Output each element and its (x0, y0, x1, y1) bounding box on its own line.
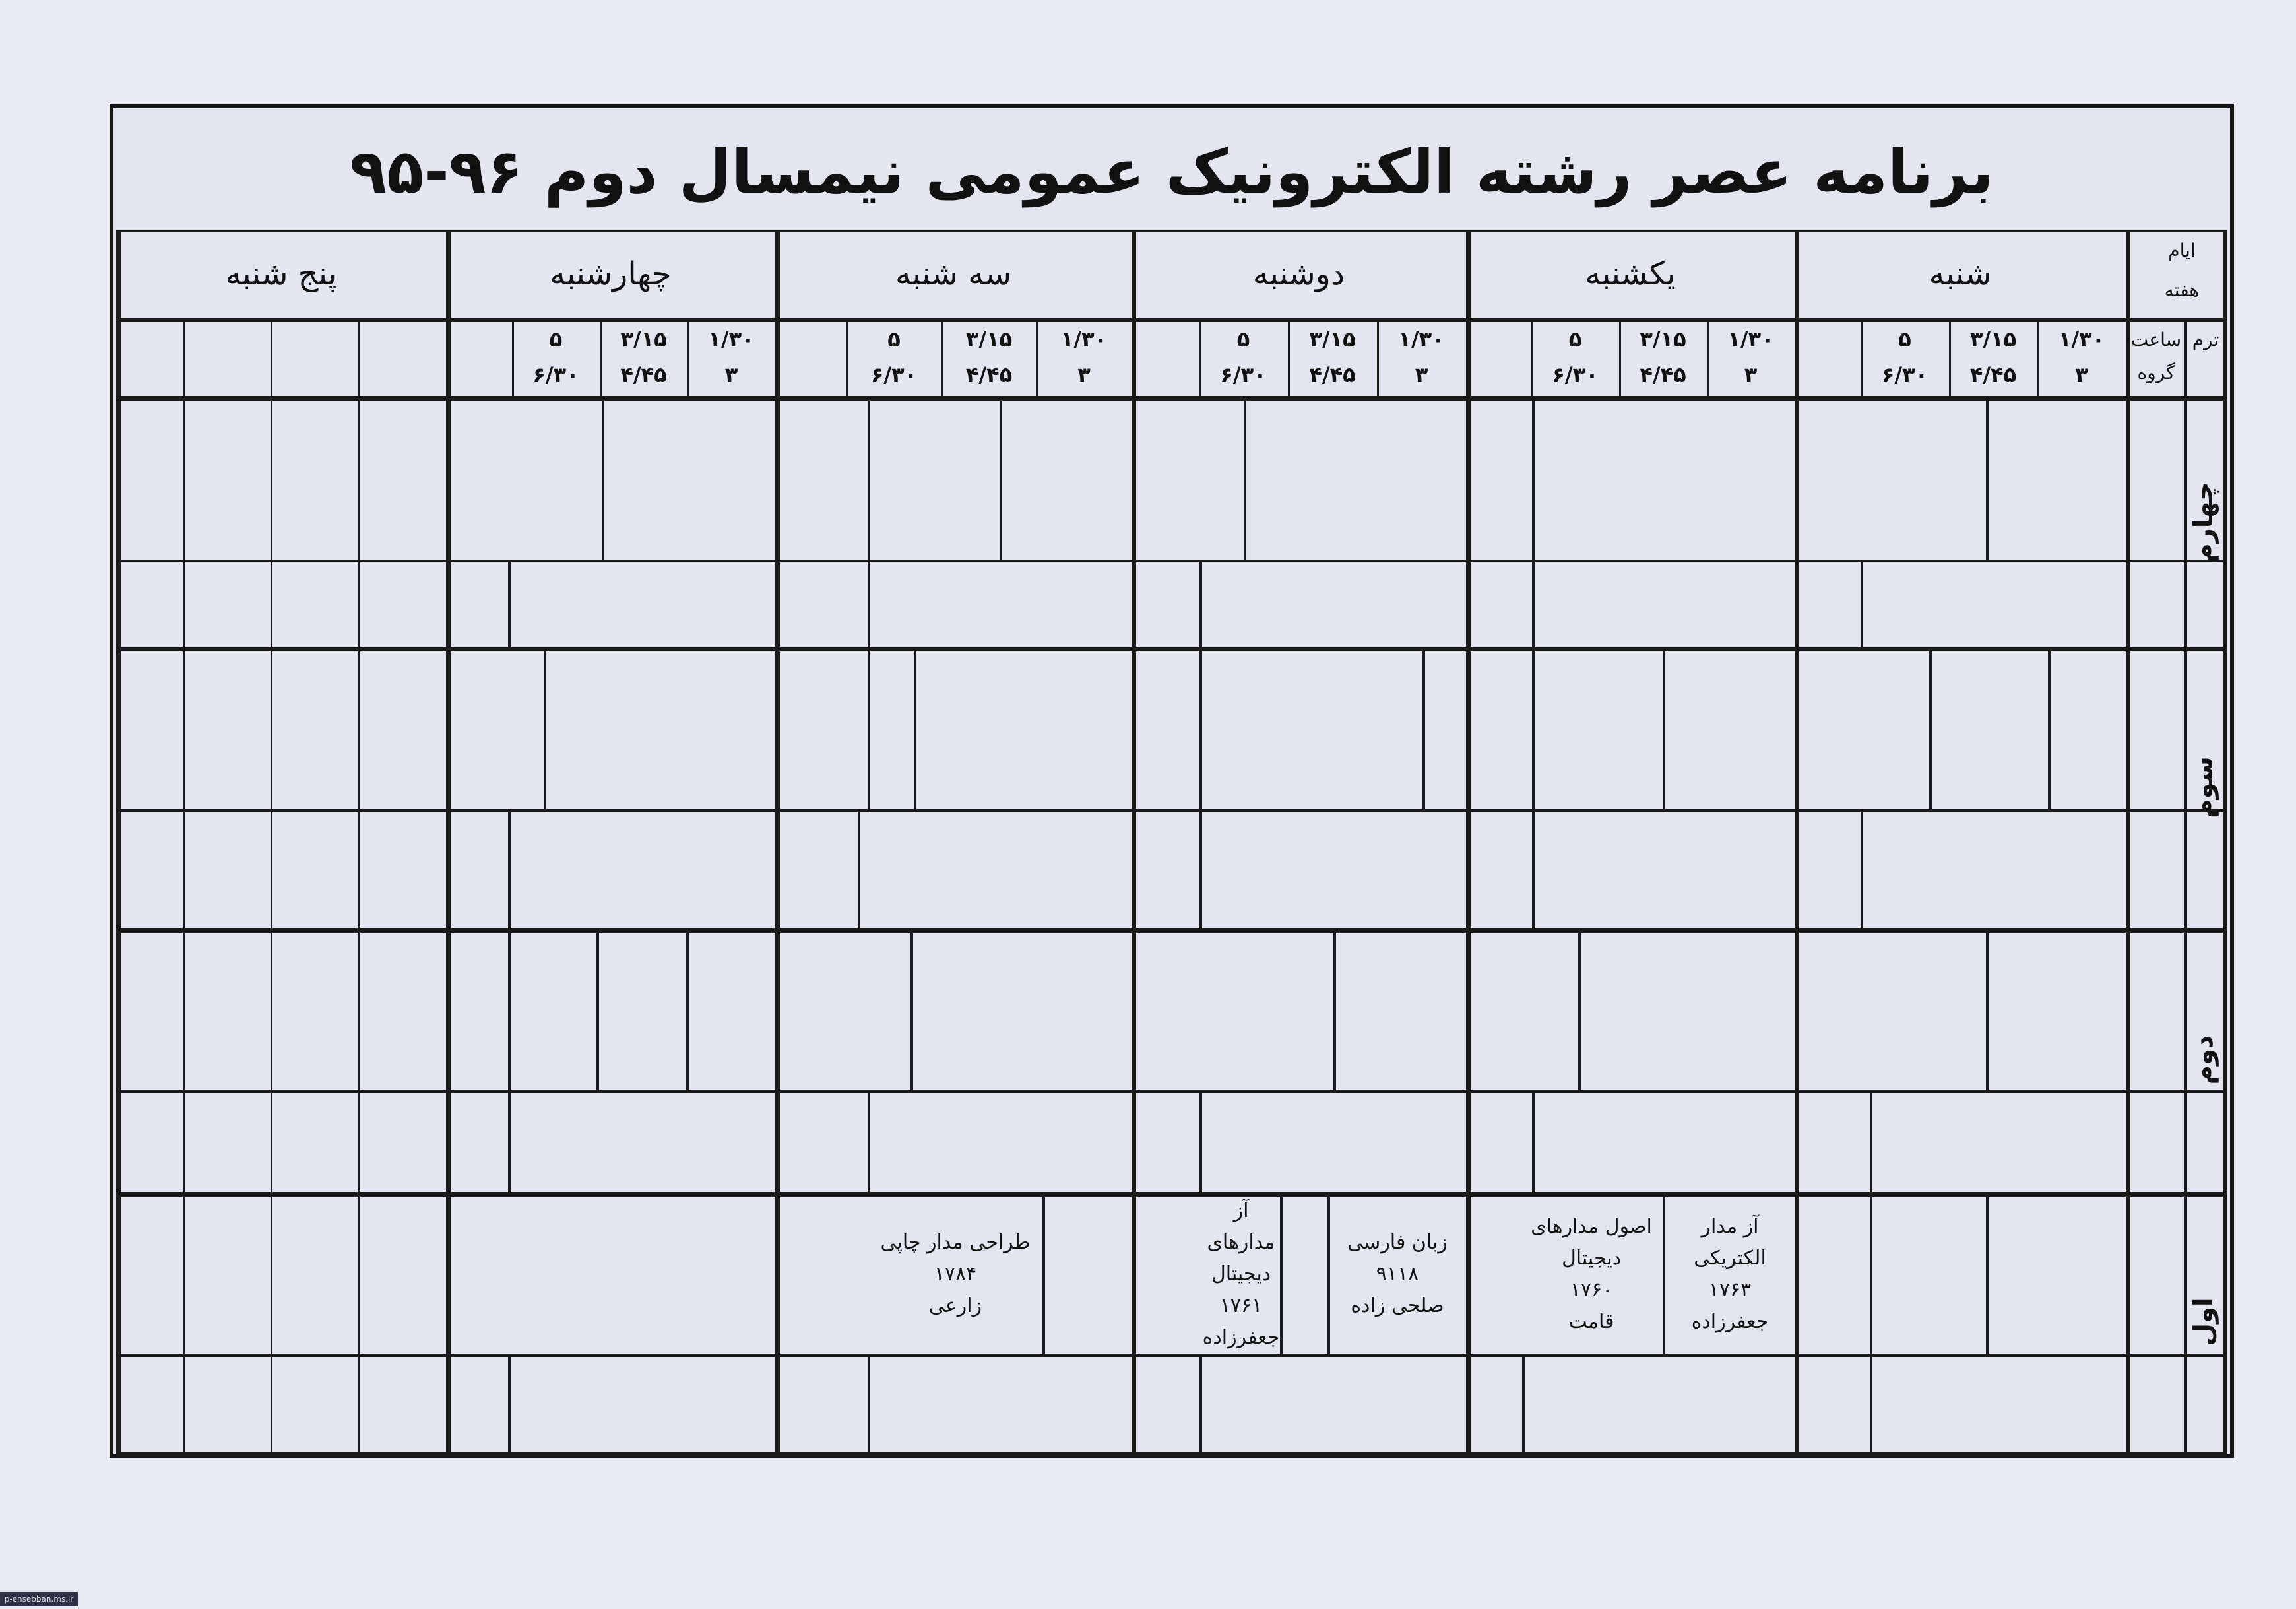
cell-divider (1199, 560, 1202, 647)
cell-divider (1986, 928, 1989, 1090)
cell-divider (1042, 1192, 1045, 1354)
time-start: ۱/۳۰ (1398, 327, 1445, 352)
cell-divider (868, 647, 870, 809)
cell-divider (914, 647, 916, 809)
time-col-divider (183, 318, 185, 396)
course-cell (1525, 1199, 1657, 1350)
course-cell (1331, 1199, 1463, 1350)
time-start: ۱/۳۰ (1727, 327, 1774, 352)
thursday-col-line (358, 396, 360, 1452)
time-start: ۱/۳۰ (708, 327, 755, 352)
row-line (116, 809, 2227, 812)
cell-divider (1532, 560, 1535, 647)
page-title: برنامه عصر رشته الکترونیک عمومی نیمسال دوم ۹۶-۹۵ (350, 137, 1994, 207)
course-teacher: جعفرزاده (1691, 1310, 1769, 1333)
cell-divider (602, 396, 604, 560)
thursday-col-line (271, 396, 272, 1452)
cell-divider (508, 928, 511, 1090)
day-header: شنبه (1929, 255, 1992, 292)
footer-stamp: p-ensebban.ms.ir (0, 1592, 78, 1606)
time-end: ۳ (2075, 362, 2088, 387)
corner-separator (2126, 230, 2130, 1452)
time-end: ۴/۴۵ (965, 362, 1013, 387)
day-separator (116, 230, 121, 1452)
term-label: سوم (2188, 756, 2219, 818)
time-end: ۶/۳۰ (532, 362, 579, 387)
time-end: ۳ (1415, 362, 1428, 387)
term-label: اول (2188, 1297, 2219, 1346)
day-header: دوشنبه (1252, 255, 1345, 292)
course-name: آز مدارهای دیجیتال (1207, 1199, 1275, 1286)
course-name: آز مدار الکتریکی (1694, 1215, 1766, 1270)
cell-divider (1870, 1090, 1872, 1192)
cell-divider (1000, 396, 1002, 560)
course-name: زبان فارسی (1347, 1231, 1448, 1254)
cell-divider (1522, 1354, 1525, 1452)
course-code: ۱۷۶۱ (1219, 1294, 1263, 1317)
day-separator (1132, 230, 1136, 1452)
cell-divider (508, 1090, 511, 1192)
cell-divider (1532, 1090, 1535, 1192)
cell-divider (1199, 809, 1202, 928)
day-header: سه شنبه (895, 255, 1012, 292)
course-cell (1665, 1199, 1795, 1350)
cell-divider (544, 647, 546, 809)
course-teacher: جعفرزاده (1202, 1326, 1280, 1349)
cell-divider (1422, 647, 1425, 809)
corner-group-label: گروه (2137, 362, 2175, 383)
cell-divider (1199, 1090, 1202, 1192)
day-separator (1466, 230, 1471, 1452)
cell-divider (686, 928, 689, 1090)
cell-divider (858, 809, 860, 928)
time-start: ۵ (1568, 327, 1582, 352)
cell-divider (910, 928, 913, 1090)
time-col-divider (358, 318, 360, 396)
course-cell (871, 1199, 1040, 1350)
time-start: ۱/۳۰ (2058, 327, 2105, 352)
day-separator (446, 230, 451, 1452)
term-label: دوم (2188, 1035, 2219, 1085)
cell-divider (868, 1090, 870, 1192)
course-cell (1202, 1199, 1280, 1350)
time-end: ۴/۴۵ (1309, 362, 1356, 387)
time-start: ۳/۱۵ (1309, 327, 1356, 352)
cell-divider (1861, 809, 1863, 928)
cell-divider (596, 928, 599, 1090)
time-end: ۶/۳۰ (870, 362, 918, 387)
time-end: ۶/۳۰ (1220, 362, 1267, 387)
day-header: یکشنبه (1585, 255, 1676, 292)
cell-divider (1333, 928, 1336, 1090)
cell-divider (1986, 1192, 1989, 1354)
frame-right (2223, 230, 2227, 1452)
time-start: ۳/۱۵ (620, 327, 667, 352)
cell-divider (1870, 1192, 1872, 1354)
course-name: طراحی مدار چاپی (880, 1231, 1031, 1254)
row-line (116, 1090, 2227, 1093)
cell-divider (1532, 809, 1535, 928)
course-teacher: صلحی زاده (1351, 1294, 1444, 1317)
course-code: ۱۷۶۰ (1570, 1278, 1613, 1301)
time-end: ۴/۴۵ (1640, 362, 1686, 387)
cell-divider (1578, 928, 1581, 1090)
cell-divider (1199, 647, 1202, 809)
time-start: ۳/۱۵ (1640, 327, 1686, 352)
cell-divider (1280, 1192, 1283, 1354)
course-teacher: قامت (1568, 1310, 1614, 1333)
time-end: ۴/۴۵ (1969, 362, 2017, 387)
cell-divider (1986, 396, 1989, 560)
time-start: ۳/۱۵ (1969, 327, 2017, 352)
row-line (116, 396, 2227, 401)
time-end: ۶/۳۰ (1881, 362, 1929, 387)
time-end: ۴/۴۵ (620, 362, 667, 387)
time-start: ۵ (1236, 327, 1250, 352)
cell-divider (1870, 1354, 1872, 1452)
course-code: ۱۷۶۳ (1708, 1278, 1752, 1301)
corner-week-label: هفته (2164, 279, 2200, 301)
time-start: ۵ (1898, 327, 1911, 352)
time-end: ۶/۳۰ (1552, 362, 1599, 387)
cell-divider (508, 1354, 511, 1452)
course-name: اصول مدارهای دیجیتال (1531, 1215, 1652, 1270)
thursday-col-line (183, 396, 185, 1452)
corner-hour-label: ساعت (2130, 329, 2182, 350)
corner-term-label: ترم (2192, 329, 2219, 350)
term-label: چهارم (2188, 482, 2219, 563)
day-header: چهارشنبه (550, 255, 672, 292)
row-line (116, 647, 2227, 651)
cell-divider (508, 809, 511, 928)
course-code: ۱۷۸۴ (934, 1263, 977, 1286)
cell-divider (868, 560, 870, 647)
day-header: پنج شنبه (225, 255, 337, 292)
course-code: ۹۱۱۸ (1376, 1263, 1419, 1286)
cell-divider (1199, 1354, 1202, 1452)
cell-divider (1663, 647, 1665, 809)
cell-divider (868, 396, 870, 560)
time-start: ۵ (887, 327, 901, 352)
day-separator (775, 230, 780, 1452)
day-separator (1795, 230, 1799, 1452)
row-line (116, 560, 2227, 562)
time-end: ۳ (724, 362, 738, 387)
cell-divider (1327, 1192, 1330, 1354)
time-start: ۵ (549, 327, 563, 352)
time-col-divider (271, 318, 272, 396)
time-start: ۳/۱۵ (965, 327, 1013, 352)
cell-divider (1929, 647, 1932, 809)
row-line (116, 1452, 2227, 1457)
time-end: ۳ (1077, 362, 1091, 387)
cell-divider (1532, 647, 1535, 809)
time-end: ۳ (1744, 362, 1758, 387)
row-line (116, 1192, 2227, 1197)
course-teacher: زارعی (928, 1294, 982, 1317)
cell-divider (1532, 396, 1535, 560)
cell-divider (868, 1354, 870, 1452)
time-start: ۱/۳۰ (1060, 327, 1108, 352)
row-line (116, 928, 2227, 933)
cell-divider (1861, 560, 1863, 647)
row-line (116, 1354, 2227, 1357)
corner-days-label: ایام (2168, 240, 2196, 261)
cell-divider (1244, 396, 1246, 560)
cell-divider (2048, 647, 2051, 809)
cell-divider (508, 560, 511, 647)
